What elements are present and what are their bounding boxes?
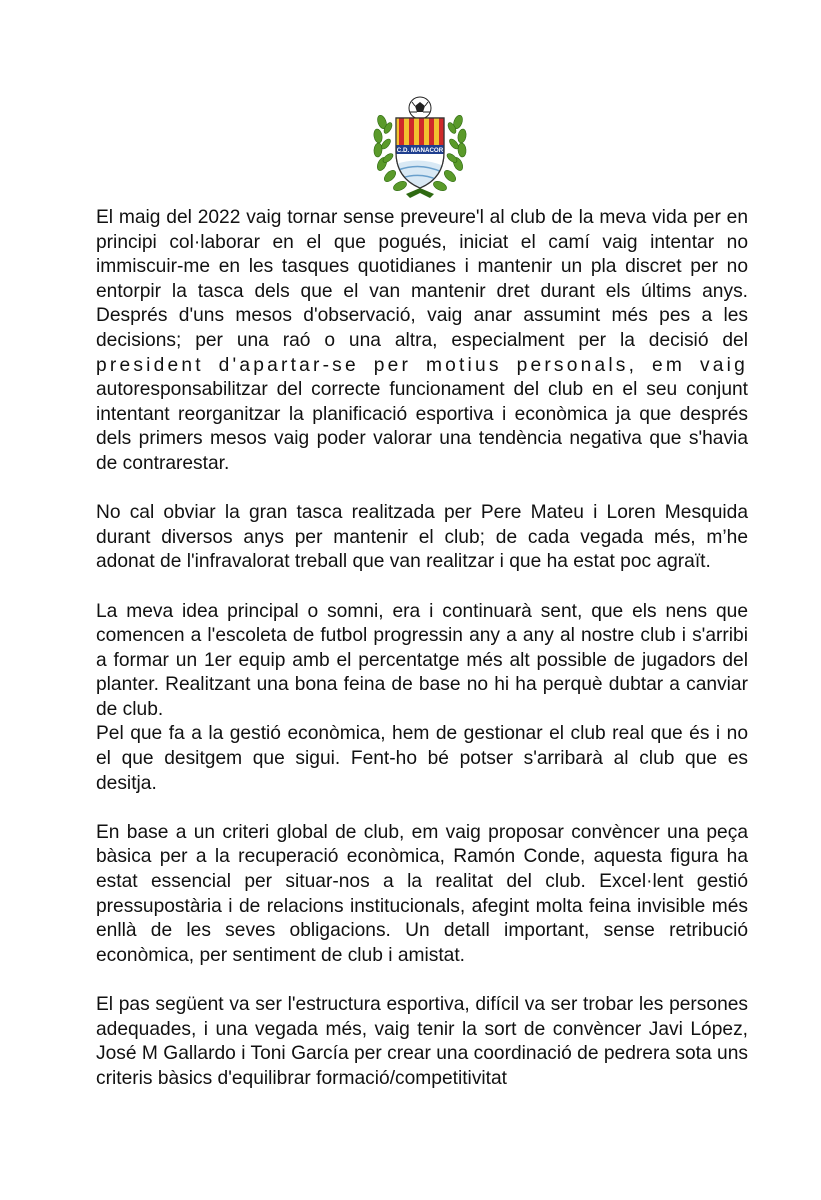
club-crest-logo: [368, 94, 472, 202]
paragraph-1: [96, 206, 748, 477]
paragraph-6: El pas següent va ser l'estructura esportiva, difícil va ser trobar les persones adequades, i una vegada més, vaig tenir la sort de convèncer Javi López, José M Gallardo i Toni García per crear una coordinació de pedrera sota uns criteris bàsics d'equilibrar formació/competitivitat: [96, 994, 748, 1089]
paragraph-2: No cal obviar la gran tasca realitzada per Pere Mateu i Loren Mesquida durant diversos anys per mantenir el club; de cada vegada més, m’he adonat de l'infravalorat treball que van realitzar i que ha estat poc agraït.: [96, 502, 748, 573]
crest-label: C.D. MANACOR: [396, 147, 444, 154]
paragraph-3: La meva idea principal o somni, era i continuarà sent, que els nens que comencen a l'escoleta de futbol progressin any a any al nostre club i s'arribi a formar un 1er equip amb el percentatge més alt possible de jugadors del planter. Realitzant una bona feina de base no hi ha perquè dubtar a canviar de club.: [96, 600, 748, 720]
paragraph-1-start: El maig del 2022 vaig tornar sense preveure'l al club de la meva vida per en principi col·laborar en el que pogués, iniciat el camí vaig intentar no immiscuir-me en les tasques quotidianes i mantenir un pla discret per no entorpir la tasca dels que el van mantenir dret durant els últims anys. Després d'uns mesos d'observació, vaig anar assumint més pes a les decisions; per una raó o una altra, especialment per la decisió del: [96, 207, 748, 351]
letter-body: [96, 206, 748, 1091]
paragraph-1-spaced-line: president d'apartar-se per motius personals, em vaig: [96, 354, 748, 376]
paragraph-4: Pel que fa a la gestió econòmica, hem de gestionar el club real que és i no el que desitgem que sigui. Fent-ho bé potser s'arribarà al club que es desitja.: [96, 723, 748, 794]
paragraph-5: En base a un criteri global de club, em vaig proposar convèncer una peça bàsica per a la recuperació econòmica, Ramón Conde, aquesta figura ha estat essencial per situar-nos a la realitat del club. Excel·lent gestió pressupostària i de relacions institucionals, afegint molta feina invisible més enllà de les seves obligacions. Un detall important, sense retribució econòmica, per sentiment de club i amistat.: [96, 821, 748, 966]
paragraph-1-end: autoresponsabilitzar del correcte funcionament del club en el seu conjunt intentant reorganitzar la planificació esportiva i econòmica ja que després dels primers mesos vaig poder valorar una tendència negativa que s'havia de contrarestar.: [96, 379, 748, 474]
